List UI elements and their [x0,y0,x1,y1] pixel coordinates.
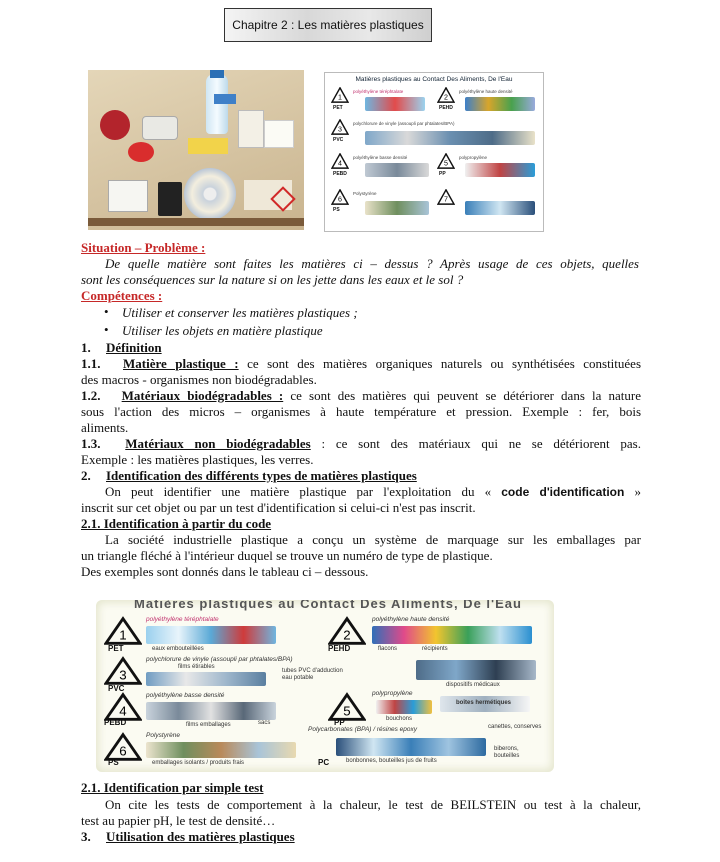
svg-text:4: 4 [119,703,127,719]
large-sub-ps: emballages isolants / produits frais [152,760,245,766]
section-2-text-2: inscrit sur cet objet ou par un test d'identification si celui-ci n'est pas inscrit. [81,500,476,515]
definition-1-3-cont: Exemple : les matières plastiques, les verres. [81,452,314,467]
definition-1-3 [81,436,641,451]
section-2-1-text-2: un triangle fléché à l'intérieur duquel se trouve un numéro de type de plastique. [81,548,493,563]
large-name-pvc: polychlorure de vinyle (assoupli par phtalates/BPA) [146,656,293,663]
def-1-3-number: 1.3. [81,436,101,451]
large-sub-pet: eaux embouteillées [152,646,204,652]
section-1-heading [81,340,641,355]
large-code-ps: PS [108,758,119,767]
recycle-5-icon [437,153,455,169]
recycle-6-icon [331,189,349,205]
definition-1-1-cont: des macros - organismes non biodégradables. [81,372,317,387]
section-3-number: 3. [81,829,91,844]
small-label-pehd: polyéthylène haute densité [459,89,513,94]
small-label-pet: polyéthylène téréphtalate [353,89,404,94]
large-sub-pp-2: boîtes hermétiques [456,700,512,706]
competence-item-1: Utiliser et conserver les matières plastiques ; [122,305,358,320]
competence-item-2: Utiliser les objets en matière plastique [122,323,323,338]
large-name-pebd: polyéthylène basse densité [146,692,225,699]
large-sub-pebd-1: films emballages [186,722,231,728]
recycle-7-icon [437,189,455,205]
svg-text:2: 2 [343,627,351,643]
small-code-pp: PP [439,171,446,177]
small-label-pebd: polyéthylène basse densité [353,155,408,160]
large-sub-pvc-3: dispositifs médicaux [446,682,500,688]
small-code-ps: PS [333,207,340,213]
def-1-1-term: Matière plastique : [122,356,239,371]
section-1-number: 1. [81,340,91,355]
recycle-1-large-icon [104,616,142,646]
section-2-text-1: On peut identifier une matière plastique par l'exploitation du « code d'identification » [105,484,641,499]
section-2-number: 2. [81,468,91,483]
plastic-objects-photo [88,70,304,230]
large-name-ps: Polystyrène [146,732,180,739]
large-table-title: Matières plastiques au Contact Des Aliments, De l'Eau [134,600,522,611]
def-1-3-term: Matériaux non biodégradables [125,436,311,451]
situation-heading: Situation – Problème : [81,240,206,255]
svg-text:5: 5 [444,159,448,168]
large-code-pebd: PEBD [104,718,127,727]
section-2-1-text-3: Des exemples sont donnés dans le tableau ci – dessous. [81,564,369,579]
chapter-title: Chapitre 2 : Les matières plastiques [224,8,432,42]
svg-text:5: 5 [343,703,351,719]
code-identification-term: code d'identification [501,485,625,499]
section-2-1-text-1: La société industrielle plastique a conçu un système de marquage sur les emballages par [105,532,641,547]
svg-text:1: 1 [338,93,342,102]
small-code-pet: PET [333,105,343,111]
large-sub-pvc-2: tubes PVC d'adduction eau potable [282,668,343,681]
large-name-pp: polypropylène [372,690,413,697]
large-sub-pvc-1: films étirables [178,664,215,670]
section-2-1b-text-1: On cite les tests de comportement à la chaleur, le test de BEILSTEIN ou test à la chaleur, [105,797,641,812]
definition-1-2 [81,388,641,403]
def-1-1-text: ce sont des matières organiques naturels ou synthétisées constituées [238,356,642,371]
svg-text:7: 7 [444,195,448,204]
situation-text-1: De quelle matière sont faites les matières ci – dessus ? Après usage de ces objets, quelles [105,256,639,271]
svg-text:6: 6 [338,195,342,204]
section-1-title: Définition [106,340,162,355]
small-label-ps: Polystyrène [353,191,377,196]
small-code-pvc: PVC [333,137,344,143]
def-1-2-number: 1.2. [81,388,101,403]
recycle-1-icon [331,87,349,103]
recycle-4-icon [331,153,349,169]
section-2-1-title: 2.1. Identification à partir du code [81,516,272,531]
section-2-title: Identification des différents types de matières plastiques [106,468,417,483]
recycle-3-large-icon [104,656,142,686]
def-1-3-text: : ce sont des matériaux qui ne se détériorent pas. [310,436,641,451]
svg-text:2: 2 [444,93,448,102]
recycle-2-large-icon [328,616,366,646]
large-sub-pehd-2: récipients [422,646,448,652]
large-sub-pehd-1: flacons [378,646,398,652]
small-code-pebd: PEBD [333,171,347,177]
section-2-1b-title: 2.1. Identification par simple test [81,780,264,795]
svg-text:4: 4 [338,159,342,168]
definition-1-2-cont: sous l'action des micros – organismes à haute température et pression. Exemple : fer, bois [81,404,641,419]
def-1-2-term: Matériaux biodégradables : [121,388,284,403]
svg-text:3: 3 [119,667,127,683]
small-label-pp: polypropylène [459,155,488,160]
def-1-1-number: 1.1. [81,356,101,371]
large-sub-pc-2: biberons, bouteilles [494,746,520,759]
large-code-pehd: PEHD [328,644,351,653]
svg-text:3: 3 [338,125,342,134]
small-table-title: Matières plastiques au Contact Des Aliments, De l'Eau [355,76,513,83]
section-2-heading [81,468,641,483]
large-sub-pp-1: bouchons [386,716,413,722]
definition-1-1 [81,356,641,371]
situation-text-2: sont les conséquences sur la nature si on les jette dans les eaux et le sol ? [81,272,464,287]
large-name-pc: Polycarbonates (BPA) / résines epoxy [308,726,417,733]
large-name-pet: polyéthylène téréphtalate [146,616,219,623]
section-3-heading [81,829,641,844]
plastic-codes-table-large [96,600,554,772]
large-name-pehd: polyéthylène haute densité [372,616,450,623]
plastic-codes-table-small [324,72,544,232]
small-label-pvc: polychlorure de vinyle (assoupli par phtalates/BPA) [353,121,455,126]
svg-text:1: 1 [119,627,127,643]
def-1-2-text: ce sont des matières qui peuvent se détériorer dans la nature [283,388,641,403]
bullet-2: • [104,322,109,337]
svg-text:6: 6 [119,743,127,759]
competences-heading: Compétences : [81,288,163,303]
definition-1-2-cont2: aliments. [81,420,129,435]
large-code-pp: PP [334,718,345,727]
recycle-3-icon [331,119,349,135]
bullet-1: • [104,304,109,319]
section-2-1b-text-2: test au papier pH, le test de densité… [81,813,276,828]
large-sub-pc-1: canettes, conserves [488,724,542,730]
large-sub-pebd-2: sacs [258,720,271,726]
section-3-title: Utilisation des matières plastiques [106,829,295,844]
recycle-2-icon [437,87,455,103]
large-sub-pc-3: bonbonnes, bouteilles jus de fruits [346,758,437,764]
large-code-pet: PET [108,644,124,653]
large-code-pvc: PVC [108,684,125,693]
large-code-pc: PC [318,758,330,767]
small-code-pehd: PEHD [439,105,453,111]
